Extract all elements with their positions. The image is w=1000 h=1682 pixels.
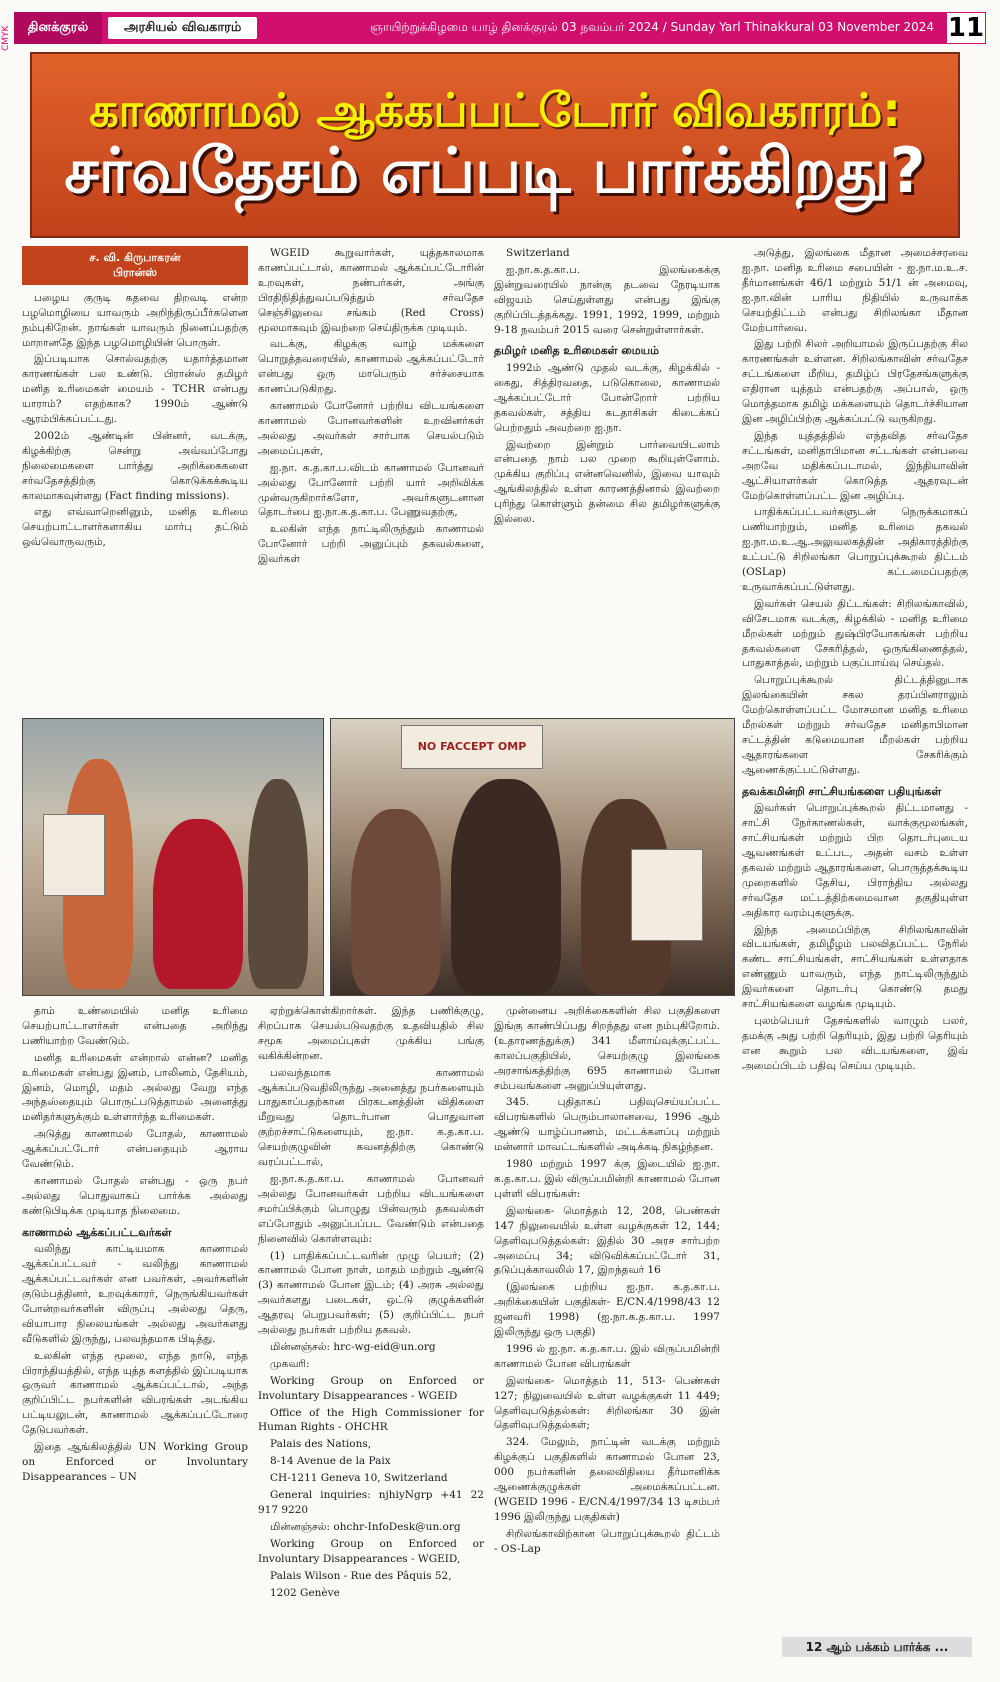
paragraph: எது எவ்வாறெனினும், மனித உரிமை செயற்பாட்டாளர்களாகிய மார்பு தட்டும் ஒவ்வொருவரும்,	[22, 506, 248, 549]
contact-line: 8-14 Avenue de la Paix	[270, 1455, 391, 1468]
paragraph: பழைய குருடி கதவை திறவடி என்ற பழமொழியை யாவரும் அறிந்திருப்பீர்களென நம்புகிறேன். நாங்கள் யாவரும் நினைப்பதற்கு மாறானதே இந்த பழமொழியின் பொருள்.	[22, 291, 248, 349]
column-3-top	[494, 246, 720, 710]
paragraph: வடக்கு, கிழக்கு வாழ் மக்களை பொறுத்தவரையில், காணாமல் ஆக்கப்பட்டோர் என்பது ஒரு மாபெரும் சர்ச்சையாக காணப்படுகிறது.	[258, 338, 484, 396]
paragraph: இதை ஆங்கிலத்தில் UN Working Group on Enforced or Involuntary Disappearances – UN	[22, 1441, 248, 1483]
protester-figure	[351, 809, 441, 995]
paragraph: மனித உரிமைகள் என்றால் என்ன? மனித உரிமைகள் என்பது இனம், பாலினம், தேசியம், இனம், மொழி, மதம் அல்லது வேறு எந்த அந்தஸ்தையும் பொருட்படுத்தாமல் அனைத்து மனிதர்களுக்கும் உள்ளார்ந்த உரிமைகள்.	[22, 1051, 248, 1124]
headline-line-1: காணாமல் ஆக்கப்பட்டோர் விவகாரம்:	[89, 83, 901, 138]
paragraph: இவர்கள் பொறுப்புக்கூறல் திட்டமானது - சாட்சி நேர்காணல்கள், வாக்குமூலங்கள், சாட்சியங்கள் மற்றும் பிற தொடர்புடைய ஆவணங்கள் உட்பட, அதன் வசம் உள்ள தகவல் மற்றும் ஆதாரங்களை, பொருத்தக்கூடிய முறைகளில் தேசிய, பிராந்திய அல்லது சர்வதேச மட்டத்திற்கமைவான தகுதியுள்ள அதிகார வரம்புகளுக்கு.	[742, 802, 968, 919]
column-1-top	[22, 246, 248, 710]
paragraph: இந்த யுத்தத்தில் எந்தவித சர்வதேச சட்டங்கள், மனிதாபிமான சட்டங்கள் என்பவை அறவே மதிக்கப்படாமல், இந்தியாவின் ஆட்சியாளர்கள் கொடுத்த ஆதரவுடன் மேற்கொள்ளப்பட்ட இன அழிப்பு.	[742, 429, 968, 502]
headline-line-2: சர்வதேசம் எப்படி பார்க்கிறது?	[64, 134, 926, 208]
contact-line: General inquiries: njhiyNgrp +41 22 917 9220	[258, 1489, 484, 1516]
contact-line: Working Group on Enforced or Involuntary Disappearances - WGEID,	[258, 1537, 484, 1565]
banner-text: NO FACCEPT OMP	[417, 740, 527, 753]
paragraph: தாம் உண்மையில் மனித உரிமை செயற்பாட்டாளர்கள் என்பதை அறிந்து பணியாற்ற வேண்டும்.	[22, 1005, 248, 1047]
contact-line: Palais des Nations,	[270, 1438, 372, 1451]
contact-line: மின்னஞ்சல்: ohchr-InfoDesk@un.org	[270, 1520, 461, 1533]
subheading: தமிழர் மனித உரிமைகள் மையம்	[494, 344, 659, 358]
paragraph: உலகின் எந்த நாட்டிலிருந்தும் காணாமல் போனோர் பற்றி அனுப்பும் தகவல்களை, இவர்கள்	[258, 523, 484, 566]
protester-figure	[451, 779, 561, 995]
paragraph: இலங்கை- மொத்தம் 12, 208, பெண்கள் 147 நிலுவையில் உள்ள வழக்குகள் 12, 144; தெளிவுபடுத்தல்கள்: இதில் 30 அரச சார்பற்ற அமைப்பு 34; விடுவிக்கப்பட்டோர் 31, தடுப்புக்காவலில் 17, இறந்தவர் 16	[494, 1204, 720, 1277]
protest-photo-left	[22, 718, 324, 996]
paragraph: காணாமல் போனோர் பற்றிய விடயங்களை காணாமல் போனவர்களின் உறவினர்கள் அல்லது அவர்கள் சார்பாக செயல்படும் அமைப்புகள்,	[258, 400, 484, 457]
column-4	[742, 246, 968, 1632]
paragraph: இந்த அமைப்பிற்கு சிறிலங்காவின் விடயங்கள், தமிழீழம் பலவிதப்பட்ட நேரில் கண்ட சாட்சியங்கள், சாட்சியங்கள் உள்ளதாக எண்ணும் யாவரும், எந்த நாட்டிலிருந்தும் இவர்களை தொடர்பு கொண்டு தமது சாட்சியங்களை வழங்க முடியும்.	[742, 923, 968, 1011]
paragraph: உலகின் எந்த மூலை, எந்த நாடு, எந்த பிராந்தியத்தில், எந்த யுத்த களத்தில் இப்படியாக ஒருவர் காணாமல் ஆக்கப்பட்டால், அந்த குறிப்பிட்ட நபர்களின் விபரங்கள் அடங்கிய பட்டியலுடன், காணாமல் ஆக்கப்பட்டோரை தேடுபவர்கள்.	[22, 1349, 248, 1437]
contact-email: மின்னஞ்சல்: hrc-wg-eid@un.org	[270, 1340, 436, 1353]
cmyk-mark: CMYK	[1, 25, 11, 51]
paragraph: 1980 மற்றும் 1997 க்கு இடையில் ஐ.நா. க.த.கா.ப. இல் விருப்பமின்றி காணாமல் போன புள்ளி விபரங்கள்:	[494, 1158, 720, 1200]
protester-figure	[153, 819, 243, 989]
paragraph: பாதிக்கப்பட்டவர்களுடன் நெருக்கமாகப் பணியாற்றும், மனித உரிமை தகவல் ஐ.நா.ம.உ.ஆ.அலுவலகத்தின் அதிகாரத்திற்கு உட்பட்டு சிறிலங்கா பொறுப்புக்கூறல் திட்டம் (OSLap) கட்டமைப்பதற்கு உருவாக்கப்பட்டுள்ளது.	[742, 506, 968, 593]
paragraph: இவற்றை இன்றும் பார்வையிடலாம் என்பதை நாம் பல முறை கூறியுள்ளோம். முக்கிய குறிப்பு என்னவெனில், இவை யாவும் ஆங்கிலத்தில் உள்ள காரணத்தினால் இவற்றை புரிந்து கொள்ளும் தன்மை சில தமிழர்களுக்கு இல்லை.	[494, 438, 720, 526]
paragraph: 2002ம் ஆண்டின் பின்னர், வடக்கு, கிழக்கிற்கு சென்று அவ்வப்போது நிலைமைகளை பார்த்து அறிக்கைகளை சர்வதேசத்திற்கு கொடுக்கக்கூடிய காலமாகவுள்ளது (Fact finding missions).	[22, 429, 248, 502]
paragraph: அடுத்து, இலங்கை மீதான அமைச்சரவை ஐ.நா. மனித உரிமை சபையின் - ஐ.நா.ம.உ.ச. தீர்மானங்கள் 46/1 மற்றும் 51/1 ன் அமைவு, ஐ.நா.வின் பாரிய நிதியில் உருவாக்க செயற்திட்டம் என்பது சிறிலங்கா மீதான மேற்பார்வை.	[742, 247, 968, 334]
paragraph: முன்னைய அறிக்கைகளின் சில பகுதிகளை இங்கு காண்பிப்பது சிறந்தது என நம்புகிறோம். (உதாரணத்துக்கு) 341 மீளாய்வுக்குட்பட்ட காலப்பகுதியில், செயற்குழு இலங்கை அரசாங்கத்திற்கு 695 காணாமல் போன சம்பவங்களை அனுப்பியுள்ளது.	[494, 1005, 720, 1092]
paragraph: 324. மேலும், நாட்டின் வடக்கு மற்றும் கிழக்குப் பகுதிகளில் காணாமல் போன 23, 000 நபர்களின் தலைவிதியை தீர்மானிக்க ஆணைக்குழுக்கள் அமைக்கப்பட்டன. (WGEID 1996 - E/CN.4/1997/34 13 டிசம்பர் 1996 இலிருந்து பகுதிகள்)	[494, 1436, 720, 1523]
dateline: ஞாயிற்றுக்கிழமை யாழ் தினக்குரல் 03 நவம்பர் 2024 / Sunday Yarl Thinakkural 03 November 2024	[369, 20, 934, 34]
paragraph: பலவந்தமாக காணாமல் ஆக்கப்படுவதிலிருந்து அனைத்து நபர்களையும் பாதுகாப்பதற்கான பிரகடனத்தின் விதிகளை மீறுவது தொடர்பான பொதுவான குற்றச்சாட்டுகளையும், ஐ.நா. க.த.கா.ப. செயற்குழுவின் கவனத்திற்கு கொண்டு வரப்பட்டால்,	[258, 1066, 484, 1169]
paragraph: (1) பாதிக்கப்பட்டவரின் முழு பெயர்; (2) காணாமல் போன நாள், மாதம் மற்றும் ஆண்டு (3) காணாமல் போன இடம்; (4) அரசு அல்லது அவர்களது படைகள், ஒட்டு குழுக்களின் ஆதரவு பெறுபவர்கள்; (5) குறிப்பிட்ட நபர் அல்லது நபர்கள் பற்றிய தகவல்.	[258, 1249, 484, 1337]
protest-banner	[401, 725, 543, 769]
paragraph: இப்படியாக சொல்வதற்கு யதார்த்தமான காரணங்கள் பல உண்டு. பிரான்ஸ் தமிழர் மனித உரிமைகள் மையம் - TCHR என்பது யாராம்? எதற்காக? 1990ம் ஆண்டு ஆரம்பிக்கப்பட்டது.	[22, 353, 248, 426]
paragraph: இது பற்றி சிலர் அறியாமல் இருப்பதற்கு சில காரணங்கள் உள்ளன. சிறிலங்காவின் சர்வதேச சட்டங்களை மீறிய, தமிழ்ப் பிரதேசங்களுக்கு எதிரான யுத்தம் என்பதற்கு அப்பால், ஒரு மொத்தமாக தமிழ் மக்களையும் தொடர்ச்சியான இன அழிப்பிற்கு ஆக்கப்பட்டு வருகிறது.	[742, 338, 968, 425]
subheading: காணாமல் ஆக்கப்பட்டவர்கள்	[22, 1225, 172, 1239]
paragraph: இலங்கை- மொத்தம் 11, 513- பெண்கள் 127; நிலுவையில் உள்ள வழக்குகள் 11 449; தெளிவுபடுத்தல்கள்: சிறிலங்கா 30 இன் தெளிவுபடுத்தல்கள்;	[494, 1374, 720, 1432]
protester-figure	[248, 779, 308, 989]
paragraph: அடுத்து காணாமல் போதல், காணாமல் ஆக்கப்பட்டோர் என்பதையும் ஆராய வேண்டும்.	[22, 1128, 248, 1171]
subheading: தவக்கமின்றி சாட்சியங்களை பதியுங்கள்	[742, 784, 942, 798]
paragraph: காணாமல் போதல் என்பது - ஒரு நபர் அல்லது பொதுவாகப் பார்க்க அல்லது கண்டுபிடிக்க முடியாத நிலைமை.	[22, 1174, 248, 1217]
paragraph: 345. புதிதாகப் பதிவுசெய்யப்பட்ட விபரங்களில் பெரும்பாலானவை, 1996 ஆம் ஆண்டு யாழ்ப்பாணம், மட்டக்களப்பு மற்றும் மன்னார் மாவட்டங்களில் அடிக்கடி நிகழ்ந்தன.	[494, 1096, 720, 1154]
paragraph: 1992ம் ஆண்டு முதல் வடக்கு, கிழக்கில் - கைது, சித்திரவதை, படுகொலை, காணாமல் ஆக்கப்பட்டோர் போன்றோர் பற்றிய தகவல்கள், சத்திய கடதாசிகள் கிடைக்கப் பெற்றதும் அவற்றை ஐ.நா.	[494, 362, 720, 434]
contact-line: 1202 Genève	[270, 1586, 340, 1599]
column-2-bottom	[258, 1004, 484, 1634]
paragraph: புலம்பெயர் தேசங்களில் வாழும் பலர், தமக்கு அது பற்றி தெரியும், இது பற்றி தெரியும் என கூறும் பல விடயங்களை, இவ் அமைப்பிடம் பதிவு செய்ய முடியும்.	[742, 1015, 968, 1072]
contact-line: CH-1211 Geneva 10, Switzerland	[270, 1472, 448, 1485]
photo-placard	[631, 849, 703, 941]
protest-placard	[43, 814, 105, 896]
contact-line: Palais Wilson - Rue des Pâquis 52,	[270, 1569, 452, 1582]
paragraph: ஐ.நா. க.த.கா.ப.விடம் காணாமல் போனவர் அல்லது போனோர் பற்றி யார் அறிவிக்க முன்வருகிறார்களோ, அவர்களுடனான தொடர்பை ஐ.நா.க.த.கா.ப. பேணுவதற்கு,	[258, 461, 484, 519]
contact-line: Working Group on Enforced or Involuntary Disappearances - WGEID	[258, 1374, 484, 1402]
column-1-bottom	[22, 1004, 248, 1634]
author-name: ச. வி. கிருபாகரன்	[89, 251, 181, 264]
column-3-bottom	[494, 1004, 720, 1634]
page-number: 11	[947, 13, 985, 43]
newspaper-logo: தினக்குரல்	[14, 12, 102, 44]
paragraph: WGEID கூறுவார்கள், யுத்தகாலமாக காணப்பட்டால், காணாமல் ஆக்கப்பட்டோரின் உறவுகள், நண்பர்கள், அங்கு பிரதிநிதித்துவப்படுத்தும் சர்வதேச செஞ்சிலுவை சங்கம் (Red Cross) மூலமாகவும் இவற்றை செய்திருக்க முடியும்.	[258, 247, 484, 334]
column-2-top	[258, 246, 484, 710]
paragraph: ஐ.நா.க.த.கா.ப. காணாமல் போனவர் அல்லது போனவர்கள் பற்றிய விடயங்களை சமர்ப்பிக்கும் பொழுது பின்வரும் தகவல்கள் எப்போதும் அனுப்பப்பட வேண்டும் என்பதை நினைவில் கொள்ளவும்:	[258, 1172, 484, 1245]
continued-on-page: 12 ஆம் பக்கம் பார்க்க ...	[782, 1637, 972, 1657]
paragraph: ஐ.நா.க.த.கா.ப. இலங்கைக்கு இன்றுவரையில் நான்கு தடவை நேரடியாக விஜயம் செய்துள்ளது என்பது இங்கு குறிப்பிடத்தக்கது. 1991, 1992, 1999, மற்றும் 9-18 நவம்பர் 2015 வரை சென்றுள்ளார்கள்.	[494, 263, 720, 336]
paragraph: இவர்கள் செயல் திட்டங்கள்: சிறிலங்காவில், விசேடமாக வடக்கு, கிழக்கில் - மனித உரிமை மீறல்கள் மற்றும் துஷ்பிரயோகங்கள் பற்றிய தகவல்களை சேகரித்தல், ஒருங்கிணைத்தல், பாதுகாத்தல், மற்றும் பகுப்பாய்வு செய்தல்.	[742, 597, 968, 670]
paragraph: வலிந்து காட்டியமாக காணாமல் ஆக்கப்பட்டவர் - வலிந்து காணாமல் ஆக்கப்பட்டவர்கள் என பவர்கள், அவர்களின் குடும்பத்தினர், உறவுக்காரர், நெருங்கியவர்கள் போன்றவர்களின் விருப்பு அல்லது தெரு, வியாபார நிலையங்கள் அல்லது அவர்களது வீடுகளில் இருந்து, பலவந்தமாக பிடித்து.	[22, 1243, 248, 1345]
paragraph: 1996 ல் ஐ.நா. க.த.கா.ப. இல் விருப்பமின்றி காணாமல் போன விபரங்கள்	[494, 1342, 720, 1370]
paragraph: (இலங்கை பற்றிய ஐ.நா. க.த.கா.ப. அறிக்கையின் பகுதிகள்- E/CN.4/1998/43 12 ஜனவரி 1998) (ஐ.நா.க.த.கா.ப. 1997 இலிருந்து ஒரு பகுதி)	[494, 1281, 720, 1339]
page-header	[14, 12, 986, 44]
contact-line: முகவரி:	[270, 1357, 310, 1370]
byline	[22, 246, 248, 285]
registration-rail	[0, 25, 12, 51]
paragraph: பொறுப்புக்கூறல் திட்டத்தினுடாக இலங்கையின் சகல தரப்பினராலும் மேற்கொள்ளப்பட்ட மோசமான மனித உரிமை மீறல்கள் மற்றும் சர்வதேச மனிதாபிமான சட்டத்தின் கடுமையான மீறல்கள் பற்றிய ஆதாரங்களை சேகரிக்கும் ஆணைக்குட்பட்டுள்ளது.	[742, 674, 968, 776]
paragraph: ஏற்றுக்கொள்கிறார்கள். இந்த பணிக்குழு, சிறப்பாக செயல்படுவதற்கு உதவியதில் சில சமூக அமைப்புகள் முக்கிய பங்கு வகிக்கின்றன.	[258, 1005, 484, 1062]
section-label: அரசியல் விவகாரம்	[108, 17, 257, 39]
author-location: பிரான்ஸ்	[113, 266, 157, 280]
paragraph: Switzerland	[506, 247, 570, 259]
contact-line: Office of the High Commissioner for Human Rights - OHCHR	[258, 1406, 484, 1434]
headline-banner	[30, 52, 960, 238]
protest-photo-right	[330, 718, 735, 996]
paragraph: சிறிலங்காவிற்கான பொறுப்புக்கூறல் திட்டம் - OS-Lap	[494, 1527, 720, 1555]
